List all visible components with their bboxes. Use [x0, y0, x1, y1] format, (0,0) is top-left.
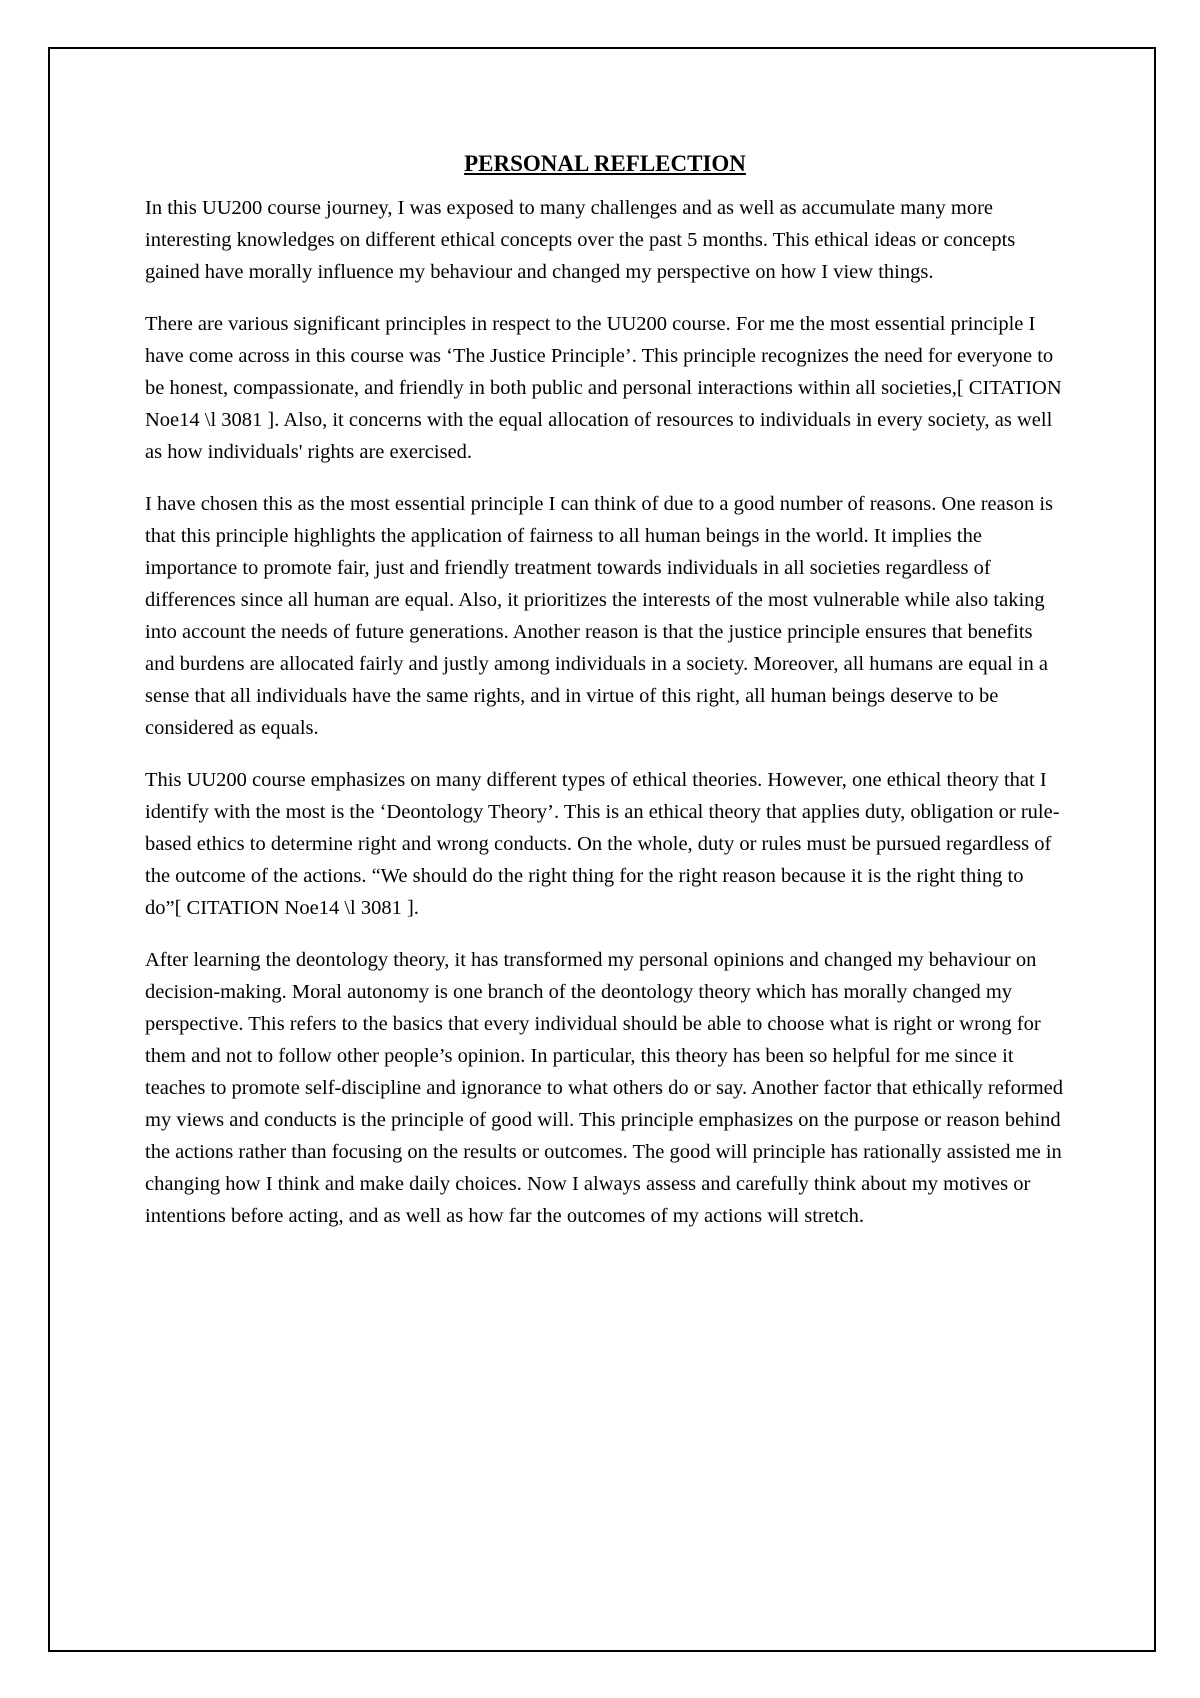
paragraph-personal-change: After learning the deontology theory, it has transformed my personal opinions and changed my behaviour on decision-making. Moral autonomy is one branch of the deontology theory which has morally changed my perspective. This refers to the basics that every individual should be able to choose what is right or wrong for them and not to follow other people’s opinion. In particular, this theory has been so helpful for me since it teaches to promote self-discipline and ignorance to what others do or say. Another factor that ethically reformed my views and conducts is the principle of good will. This principle emphasizes on the purpose or reason behind the actions rather than focusing on the results or outcomes. The good will principle has rationally assisted me in changing how I think and make daily choices. Now I always assess and carefully think about my motives or intentions before acting, and as well as how far the outcomes of my actions will stretch.: [145, 949, 1064, 1227]
paragraph-justice-principle: There are various significant principles in respect to the UU200 course. For me the most essential principle I have come across in this course was ‘The Justice Principle’. This principle recognizes the need for everyone to be honest, compassionate, and friendly in both public and personal interactions within all societies,[ CITATION Noe14 \l 3081 ]. Also, it concerns with the equal allocation of resources to individuals in every society, as well as how individuals' rights are exercised.: [145, 313, 1062, 463]
document-body: [145, 144, 1065, 1252]
document-title: PERSONAL REFLECTION: [464, 151, 746, 176]
paragraph-intro: In this UU200 course journey, I was exposed to many challenges and as well as accumulate many more interesting knowledges on different ethical concepts over the past 5 months. This ethical ideas or concepts gained have morally influence my behaviour and changed my perspective on how I view things.: [145, 197, 1016, 283]
paragraph-reasons: I have chosen this as the most essential principle I can think of due to a good number of reasons. One reason is that this principle highlights the application of fairness to all human beings in the world. It implies the importance to promote fair, just and friendly treatment towards individuals in all societies regardless of differences since all human are equal. Also, it prioritizes the interests of the most vulnerable while also taking into account the needs of future generations. Another reason is that the justice principle ensures that benefits and burdens are allocated fairly and justly among individuals in a society. Moreover, all humans are equal in a sense that all individuals have the same rights, and in virtue of this right, all human beings deserve to be considered as equals.: [145, 493, 1054, 739]
paragraph-deontology-theory: This UU200 course emphasizes on many different types of ethical theories. However, one ethical theory that I identify with the most is the ‘Deontology Theory’. This is an ethical theory that applies duty, obligation or rule-based ethics to determine right and wrong conducts. On the whole, duty or rules must be pursued regardless of the outcome of the actions. “We should do the right thing for the right reason because it is the right thing to do”[ CITATION Noe14 \l 3081 ].: [145, 769, 1060, 919]
